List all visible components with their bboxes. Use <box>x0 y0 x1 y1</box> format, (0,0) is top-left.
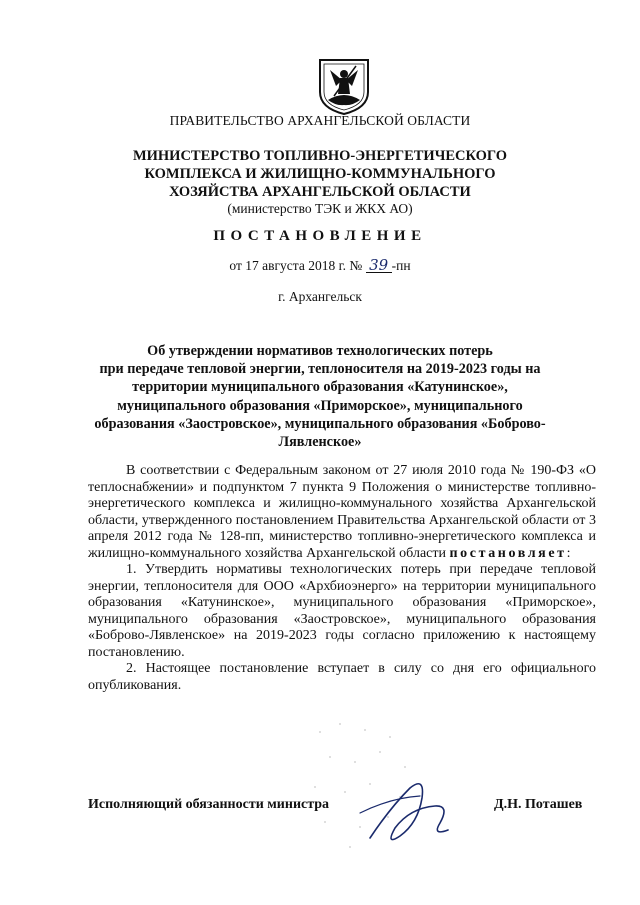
ministry-abbreviation: (министерство ТЭК и ЖКХ АО) <box>227 201 413 216</box>
decree-number: 39 <box>366 259 392 273</box>
resolves-word: постановляет <box>449 545 567 561</box>
signatory-name: Д.Н. Поташев <box>494 797 583 812</box>
colon: : <box>566 545 571 561</box>
subject-line: образования «Заостровское», муниципального образования «Боброво- <box>94 415 546 432</box>
ministry-line: МИНИСТЕРСТВО ТОПЛИВНО-ЭНЕРГЕТИЧЕСКОГО <box>132 148 508 164</box>
ministry-line: КОМПЛЕКСА И ЖИЛИЩНО-КОММУНАЛЬНОГО <box>144 166 496 182</box>
decree-number-suffix: -пн <box>391 258 411 273</box>
decree-date: от 17 августа 2018 г. № <box>229 258 363 273</box>
subject-line: Об утверждении нормативов технологических потерь <box>147 343 493 359</box>
document-type-title: ПОСТАНОВЛЕНИЕ <box>213 228 427 244</box>
government-name: ПРАВИТЕЛЬСТВО АРХАНГЕЛЬСКОЙ ОБЛАСТИ <box>169 113 471 128</box>
coat-of-arms-icon <box>316 56 372 116</box>
ministry-line: ХОЗЯЙСТВА АРХАНГЕЛЬСКОЙ ОБЛАСТИ <box>169 184 471 200</box>
subject-line: муниципального образования «Приморское», муниципального <box>117 397 523 414</box>
city: г. Архангельск <box>278 289 362 304</box>
subject-line: территории муниципального образования «Катунинское», <box>132 379 508 396</box>
subject-line: Лявленское» <box>278 434 362 451</box>
item-1: 1. Утвердить нормативы технологических потерь при передаче тепловой энергии, теплоносителя для ООО «Архбиоэнерго» на территории муниципального образования «Катунинское», муниципального образования «Приморское», муниципального образования «Заостровское», муниципального образования «Боброво-Лявленское» на 2019-2023 годы согласно приложению к настоящему постановлению. <box>88 562 596 660</box>
item-2: 2. Настоящее постановление вступает в силу со дня его официального опубликования. <box>88 661 596 693</box>
handwritten-signature <box>340 768 480 858</box>
preamble-paragraph <box>88 463 596 562</box>
signatory-title: Исполняющий обязанности министра <box>88 797 330 812</box>
decree-subject <box>0 342 640 451</box>
preamble-text: В соответствии с Федеральным законом от 27 июля 2010 года № 190-ФЗ «О теплоснабжении» и подпунктом 7 пункта 9 Положения о министерстве топливно-энергетического комплекса и жилищно-коммунального хозяйства Архангельской области, утвержденного постановлением Правительства Архангельской области от 3 апреля 2012 года № 128-пп, министерство топливно-энергетического комплекса и жилищно-коммунального хозяйства Архангельской области <box>88 463 596 561</box>
ministry-name <box>0 147 640 201</box>
subject-line: при передаче тепловой энергии, теплоносителя на 2019-2023 годы на <box>99 361 541 378</box>
decree-date-number <box>0 258 640 274</box>
decree-body <box>88 463 596 694</box>
